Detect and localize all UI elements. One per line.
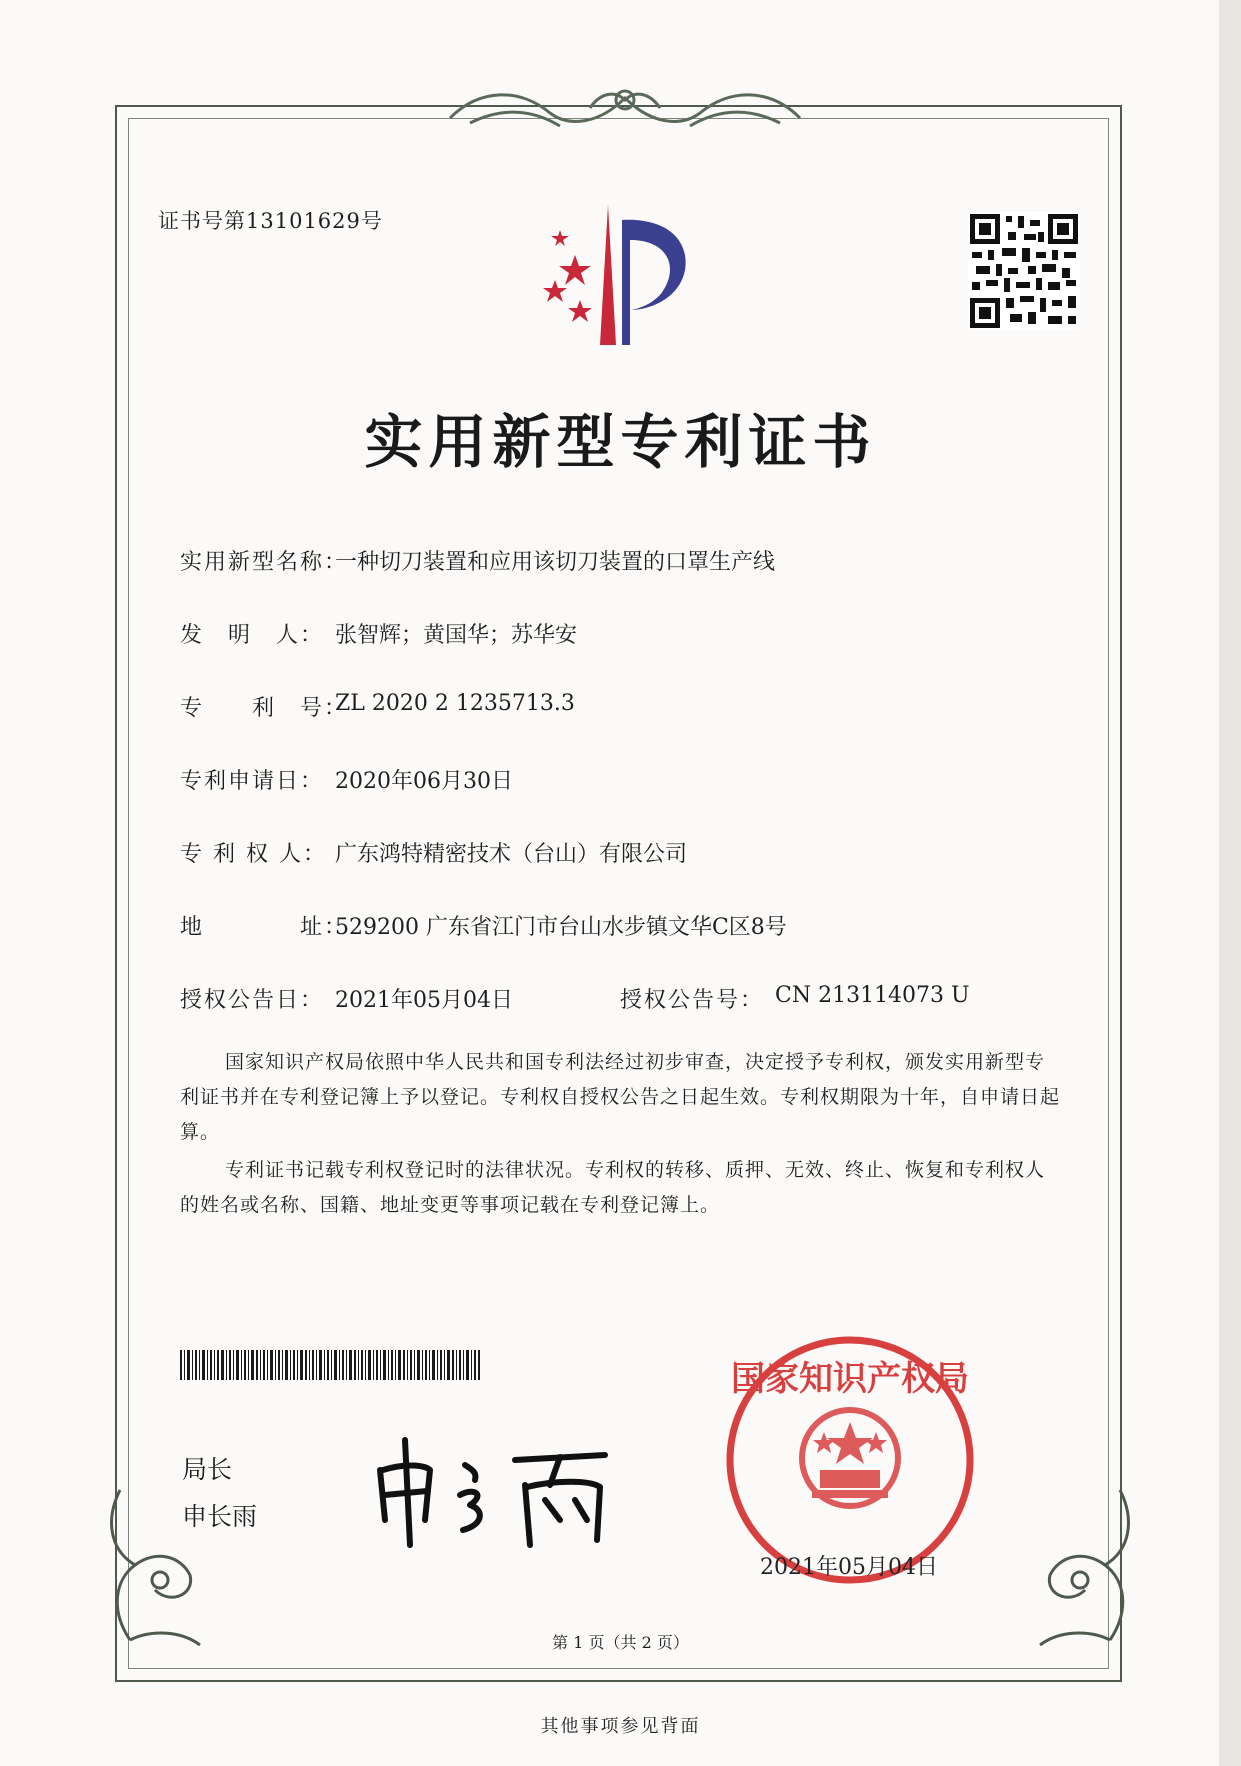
cnipa-logo [530, 200, 710, 350]
seal-date: 2021年05月04日 [760, 1555, 938, 1580]
name-label: 实用新型名称： [180, 550, 349, 575]
handwritten-signature [365, 1425, 625, 1555]
grant-date-value: 2021年05月04日 [335, 988, 513, 1013]
grant-date-label: 授权公告日： [180, 988, 325, 1013]
name-value: 一种切刀装置和应用该切刀装置的口罩生产线 [335, 550, 776, 575]
body-paragraph-1: 国家知识产权局依照中华人民共和国专利法经过初步审查，决定授予专利权，颁发实用新型专利证书并在专利登记簿上予以登记。专利权自授权公告之日起生效。专利权期限为十年，自申请日起算。 [180, 1051, 1061, 1143]
grant-no-label: 授权公告号： [620, 988, 765, 1013]
inventors-label: 发 明 人： [180, 623, 325, 648]
filing-date-label: 专利申请日： [180, 769, 325, 794]
back-note: 其他事项参见背面 [540, 1716, 701, 1737]
director-name: 申长雨 [182, 1502, 258, 1531]
qr-code [968, 212, 1080, 330]
seal-text: 国家知识产权局 [731, 1359, 969, 1399]
inventors-value: 张智辉；黄国华；苏华安 [335, 623, 578, 648]
certificate-number: 证书号第13101629号 [158, 209, 383, 233]
director-title: 局长 [182, 1455, 233, 1484]
certificate-title: 实用新型专利证书 [364, 408, 877, 476]
top-ornament [440, 78, 810, 138]
grant-no-value: CN 213114073 U [775, 983, 970, 1008]
page-edge [1219, 0, 1241, 1766]
patentee-label: 专 利 权 人： [180, 842, 327, 867]
patentee-value: 广东鸿特精密技术（台山）有限公司 [335, 842, 688, 867]
patent-no-value: ZL 2020 2 1235713.3 [335, 691, 575, 716]
page-indicator: 第 1 页（共 2 页） [552, 1633, 689, 1652]
address-value: 529200 广东省江门市台山水步镇文华C区8号 [335, 915, 787, 940]
body-paragraph-2: 专利证书记载专利权登记时的法律状况。专利权的转移、质押、无效、终止、恢复和专利权人的姓名或名称、国籍、地址变更等事项记载在专利登记簿上。 [180, 1159, 1046, 1216]
bottom-right-ornament [1030, 1480, 1140, 1650]
barcode [180, 1350, 480, 1380]
patent-no-label: 专 利 号： [180, 696, 349, 721]
address-label: 地 址： [180, 915, 349, 940]
filing-date-value: 2020年06月30日 [335, 769, 513, 794]
